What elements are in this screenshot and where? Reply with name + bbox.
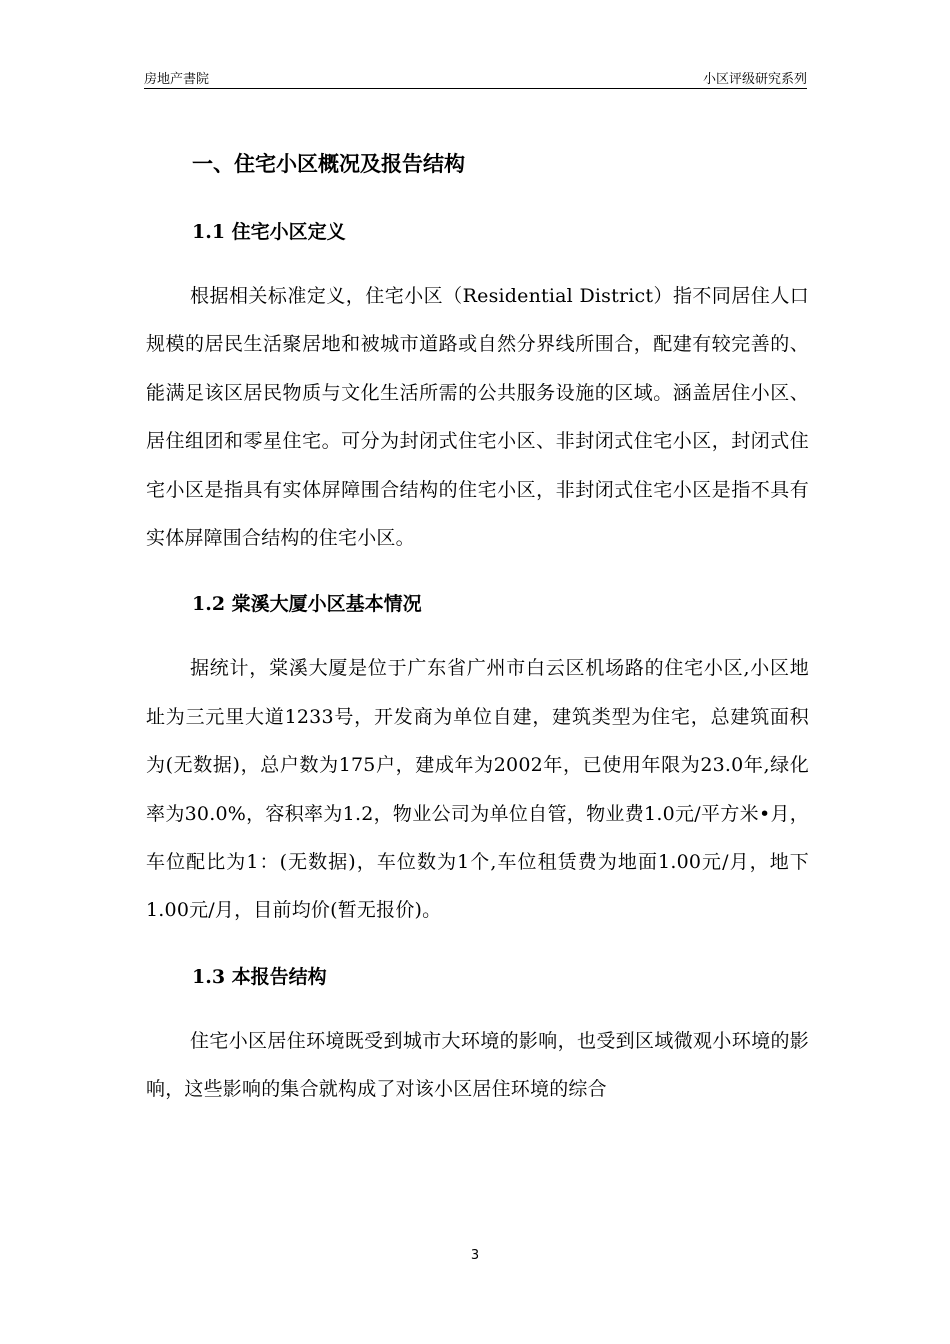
section-paragraph-1-3: 住宅小区居住环境既受到城市大环境的影响，也受到区域微观小环境的影响，这些影响的集合就构成了对该小区居住环境的综合 bbox=[146, 1029, 809, 1101]
header-publisher: 房地产書院 bbox=[144, 72, 210, 87]
page-number: 3 bbox=[470, 1248, 480, 1263]
chapter-title: 一、住宅小区概况及报告结构 bbox=[192, 151, 465, 176]
header-series-title: 小区评级研究系列 bbox=[702, 72, 807, 87]
section-heading-1-2: 1.2 棠溪大厦小区基本情况 bbox=[192, 593, 422, 616]
page-header bbox=[144, 66, 807, 89]
section-heading-1-1: 1.1 住宅小区定义 bbox=[192, 221, 346, 243]
section-heading-1-3: 1.3 本报告结构 bbox=[192, 965, 327, 988]
section-paragraph-1-1: 根据相关标准定义，住宅小区（Residential District）指不同居住人口规模的居民生活聚居地和被城市道路或自然分界线所围合，配建有较完善的、能满足该区居民物质与文化生活所需的公共服务设施的区域。涵盖居住小区、居住组团和零星住宅。可分为封闭式住宅小区、非封闭式住宅小区，封闭式住宅小区是指具有实体屏障围合结构的住宅小区，非封闭式住宅小区是指不具有实体屏障围合结构的住宅小区。 bbox=[146, 285, 809, 550]
section-paragraph-1-2: 据统计，棠溪大厦是位于广东省广州市白云区机场路的住宅小区,小区地址为三元里大道1233号，开发商为单位自建，建筑类型为住宅，总建筑面积为(无数据)，总户数为175户，建成年为2002年，已使用年限为23.0年,绿化率为30.0%，容积率为1.2，物业公司为单位自管，物业费1.0元/平方米•月，车位配比为1：(无数据)，车位数为1个,车位租赁费为地面1.00元/月，地下1.00元/月，目前均价(暂无报价)。 bbox=[146, 657, 809, 922]
document-body bbox=[146, 140, 809, 1114]
